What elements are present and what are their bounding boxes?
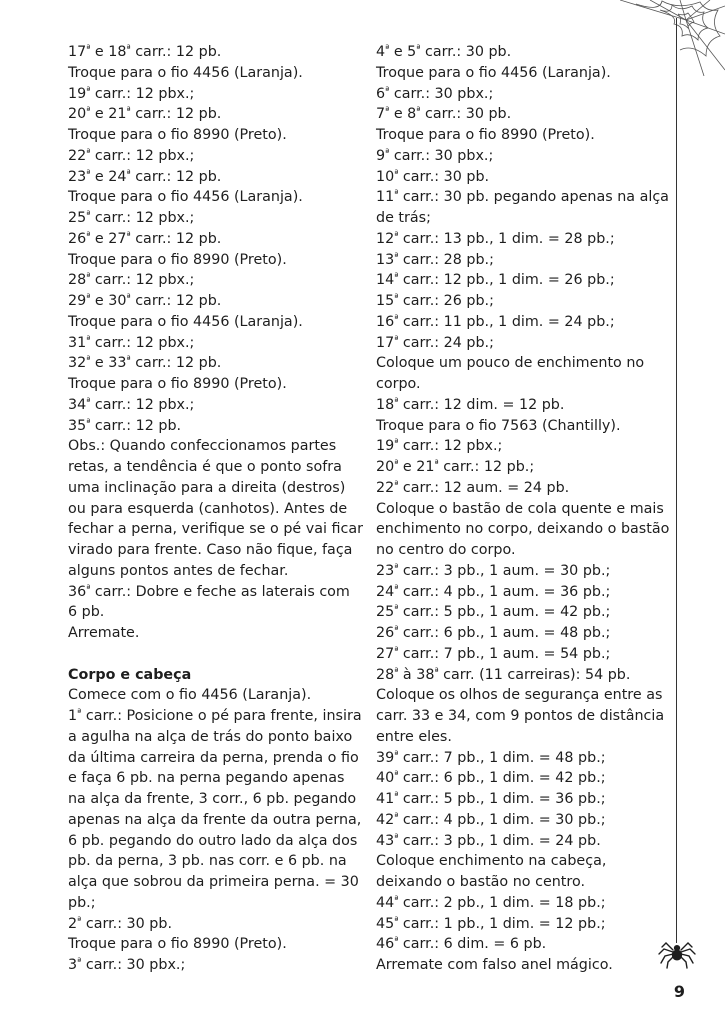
text-line: $14^ª$ carr.: 12 pb., 1 dim. = 26 pb.;	[376, 272, 615, 289]
text-line: $13^ª$ carr.: 28 pb.;	[376, 251, 494, 268]
spider-thread	[676, 18, 677, 943]
text-line: $6^ª$ carr.: 30 pbx.;	[376, 85, 494, 102]
text-line: $29^ª$ e $30^ª$ carr.: 12 pb.	[68, 293, 222, 309]
text-line: $2^ª$ carr.: 30 pb.	[68, 915, 172, 932]
text-line: $17^ª$ carr.: 24 pb.;	[376, 334, 494, 351]
text-line: $36^ª$ carr.: Dobre e feche as laterais com	[68, 583, 350, 600]
text-line: Coloque o bastão de cola quente e mais	[376, 500, 664, 517]
text-line: $31^ª$ carr.: 12 pbx.;	[68, 334, 195, 351]
text-line: alguns pontos antes de fechar.	[68, 562, 289, 579]
text-line: $39^ª$ carr.: 7 pb., 1 dim. = 48 pb.;	[376, 749, 606, 766]
text-line: $43^ª$ carr.: 3 pb., 1 dim. = 24 pb.	[376, 832, 601, 849]
text-line: de trás;	[376, 210, 431, 226]
text-line: Troque para o fio 8990 (Preto).	[68, 936, 287, 953]
text-line: $45^ª$ carr.: 1 pb., 1 dim. = 12 pb.;	[376, 915, 606, 932]
text-line: $22^ª$ carr.: 12 pbx.;	[68, 147, 195, 164]
page-number: 9	[673, 982, 685, 1001]
text-line: Troque para o fio 7563 (Chantilly).	[376, 417, 621, 434]
text-line: na alça da frente, 3 corr., 6 pb. pegando	[68, 791, 357, 807]
section-heading: Corpo e cabeça	[68, 666, 192, 683]
text-line: $22^ª$ carr.: 12 aum. = 24 pb.	[376, 479, 570, 496]
text-line: $40^ª$ carr.: 6 pb., 1 dim. = 42 pb.;	[376, 770, 606, 787]
text-line: $15^ª$ carr.: 26 pb.;	[376, 293, 494, 309]
text-line: $19^ª$ carr.: 12 pbx.;	[68, 85, 195, 102]
text-line: Arremate.	[68, 625, 140, 641]
text-line: $10^ª$ carr.: 30 pb.	[376, 168, 490, 185]
text-line: $17^ª$ e $18^ª$ carr.: 12 pb.	[68, 44, 222, 60]
text-line: Arremate com falso anel mágico.	[376, 957, 613, 973]
text-line: $35^ª$ carr.: 12 pb.	[68, 417, 182, 434]
text-line: Troque para o fio 4456 (Laranja).	[68, 64, 303, 81]
text-line: $42^ª$ carr.: 4 pb., 1 dim. = 30 pb.;	[376, 811, 606, 828]
text-line: Comece com o fio 4456 (Laranja).	[68, 687, 312, 704]
text-line: Coloque os olhos de segurança entre as	[376, 687, 663, 704]
text-line: corpo.	[376, 376, 421, 392]
text-line: a agulha na alça de trás do ponto baixo	[68, 728, 353, 745]
text-line: $23^ª$ carr.: 3 pb., 1 aum. = 30 pb.;	[376, 562, 611, 579]
text-line: enchimento no corpo, deixando o bastão	[376, 521, 670, 538]
text-line: Troque para o fio 8990 (Preto).	[68, 251, 287, 268]
text-line: entre eles.	[376, 728, 452, 745]
text-line: $20^ª$ e $21^ª$ carr.: 12 pb.;	[376, 459, 535, 475]
text-line: fechar a perna, verifique se o pé vai ficar	[68, 521, 363, 538]
text-line: $3^ª$ carr.: 30 pbx.;	[68, 957, 186, 973]
text-line: pb.;	[68, 894, 96, 911]
text-line: apenas na alça da frente da outra perna,	[68, 811, 362, 828]
text-line: Coloque enchimento na cabeça,	[376, 853, 607, 870]
text-line: $7^ª$ e $8^ª$ carr.: 30 pb.	[376, 106, 512, 123]
text-line: $46^ª$ carr.: 6 dim. = 6 pb.	[376, 936, 547, 953]
text-line: alça que sobrou da primeira perna. = 30	[68, 874, 359, 890]
text-line: Troque para o fio 8990 (Preto).	[68, 376, 287, 392]
text-line: pb. da perna, 3 pb. nas corr. e 6 pb. na	[68, 853, 347, 870]
text-line: virado para frente. Caso não fique, faça	[68, 542, 353, 558]
text-line: Troque para o fio 4456 (Laranja).	[68, 313, 303, 330]
text-line: ou para esquerda (canhotos). Antes de	[68, 500, 348, 517]
text-line: $41^ª$ carr.: 5 pb., 1 dim. = 36 pb.;	[376, 791, 606, 807]
text-line: $4^ª$ e $5^ª$ carr.: 30 pb.	[376, 44, 512, 60]
text-line: $28^ª$ à $38^ª$ carr. (11 carreiras): 54 pb.	[376, 666, 631, 683]
left-text-column	[68, 42, 363, 976]
text-line: $25^ª$ carr.: 5 pb., 1 aum. = 42 pb.;	[376, 604, 611, 621]
text-line: $23^ª$ e $24^ª$ carr.: 12 pb.	[68, 168, 222, 185]
text-line: $34^ª$ carr.: 12 pbx.;	[68, 396, 195, 413]
text-line: uma inclinação para a direita (destros)	[68, 479, 346, 496]
text-line: $1^ª$ carr.: Posicione o pé para frente, insira	[68, 708, 362, 724]
text-line: $11^ª$ carr.: 30 pb. pegando apenas na alça	[376, 189, 669, 206]
text-line: carr. 33 e 34, com 9 pontos de distância	[376, 708, 665, 724]
text-line: Troque para o fio 8990 (Preto).	[68, 127, 287, 143]
text-line: $27^ª$ carr.: 7 pb., 1 aum. = 54 pb.;	[376, 645, 611, 662]
text-line: e faça 6 pb. na perna pegando apenas	[68, 770, 345, 787]
text-line: $44^ª$ carr.: 2 pb., 1 dim. = 18 pb.;	[376, 894, 606, 911]
text-line: 6 pb. pegando do outro lado da alça dos	[68, 832, 358, 849]
text-line: Coloque um pouco de enchimento no	[376, 355, 645, 372]
text-line: deixando o bastão no centro.	[376, 874, 586, 890]
text-line: $28^ª$ carr.: 12 pbx.;	[68, 272, 195, 289]
text-line: $16^ª$ carr.: 11 pb., 1 dim. = 24 pb.;	[376, 313, 615, 330]
text-line: $32^ª$ e $33^ª$ carr.: 12 pb.	[68, 355, 222, 372]
text-line: Troque para o fio 4456 (Laranja).	[68, 189, 303, 206]
text-line: $26^ª$ carr.: 6 pb., 1 aum. = 48 pb.;	[376, 625, 611, 641]
text-line: Troque para o fio 8990 (Preto).	[376, 127, 595, 143]
text-line: $25^ª$ carr.: 12 pbx.;	[68, 210, 195, 226]
text-line: $12^ª$ carr.: 13 pb., 1 dim. = 28 pb.;	[376, 230, 615, 247]
right-text-column	[376, 42, 670, 976]
text-line: Obs.: Quando confeccionamos partes	[68, 438, 337, 455]
text-line: $19^ª$ carr.: 12 pbx.;	[376, 438, 503, 455]
text-line: $9^ª$ carr.: 30 pbx.;	[376, 147, 494, 164]
text-line: $18^ª$ carr.: 12 dim. = 12 pb.	[376, 396, 565, 413]
text-line: da última carreira da perna, prenda o fio	[68, 749, 359, 766]
text-line: $26^ª$ e $27^ª$ carr.: 12 pb.	[68, 230, 222, 247]
text-line: $24^ª$ carr.: 4 pb., 1 aum. = 36 pb.;	[376, 583, 611, 600]
text-line: retas, a tendência é que o ponto sofra	[68, 459, 342, 475]
text-line: $20^ª$ e $21^ª$ carr.: 12 pb.	[68, 106, 222, 123]
text-line: 6 pb.	[68, 604, 105, 621]
text-line: no centro do corpo.	[376, 542, 516, 558]
text-line: Troque para o fio 4456 (Laranja).	[376, 64, 611, 81]
spacer-line	[68, 644, 348, 665]
